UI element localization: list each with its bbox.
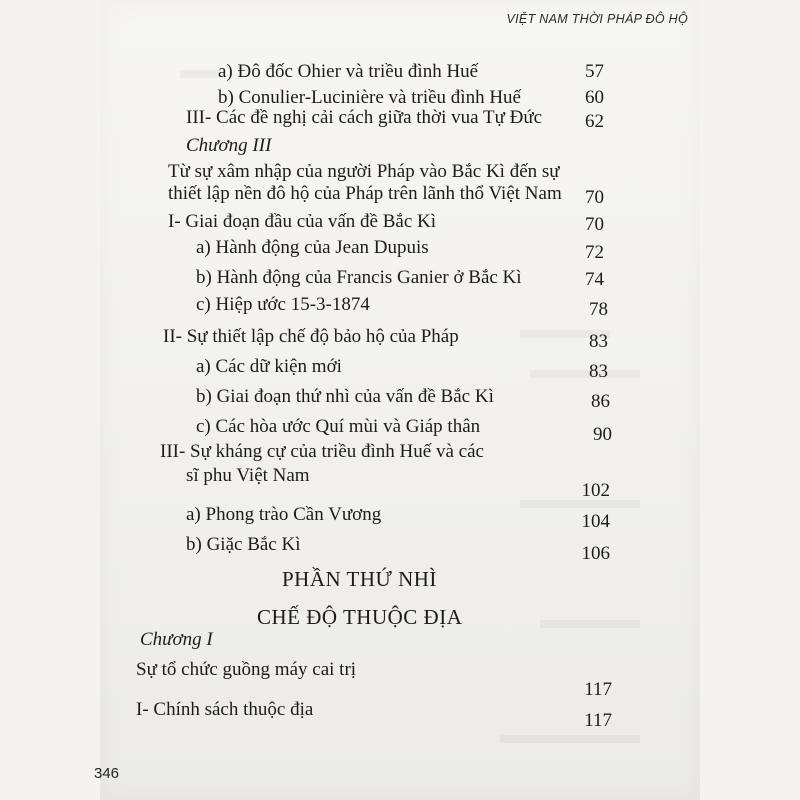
toc-entry: a) Hành động của Jean Dupuis [196, 237, 429, 258]
toc-entry: b) Giai đoạn thứ nhì của vấn đề Bắc Kì [196, 386, 494, 407]
show-through-mark [180, 70, 220, 78]
toc-entry: a) Các dữ kiện mới [196, 356, 342, 377]
toc-page-number: 102 [581, 480, 610, 501]
toc-page-number: 74 [585, 269, 604, 290]
toc-entry: a) Phong trào Cần Vương [186, 504, 382, 525]
toc-page-number: 72 [585, 242, 604, 263]
toc-page-number: 62 [585, 111, 604, 132]
toc-page-number: 78 [589, 299, 608, 320]
chapter-heading: Chương I [140, 629, 213, 650]
toc-entry: Sự tổ chức guồng máy cai trị [136, 659, 357, 680]
toc-entry: c) Các hòa ước Quí mùi và Giáp thân [196, 416, 481, 437]
show-through-mark [540, 620, 640, 628]
part-subtitle: CHẾ ĐỘ THUỘC ĐỊA [257, 605, 463, 629]
toc-entry: a) Đô đốc Ohier và triều đình Huế [218, 61, 479, 82]
toc-entry: b) Hành động của Francis Ganier ở Bắc Kì [196, 267, 522, 288]
toc-page-number: 117 [584, 710, 612, 731]
toc-entry: I- Chính sách thuộc địa [136, 699, 314, 720]
chapter-heading: Chương III [186, 135, 272, 156]
left-margin [0, 0, 100, 800]
toc-entry: III- Sự kháng cự của triều đình Huế và các [160, 441, 484, 462]
toc-page-number: 57 [585, 61, 604, 82]
toc-page-number: 86 [591, 391, 610, 412]
toc-page-number: 70 [585, 214, 604, 235]
toc-page-number: 117 [584, 679, 612, 700]
toc-page-number: 83 [589, 331, 608, 352]
toc-entry: Từ sự xâm nhập của người Pháp vào Bắc Kì đến sự [168, 161, 560, 182]
toc-entry: c) Hiệp ước 15-3-1874 [196, 294, 370, 315]
running-header: VIỆT NAM THỜI PHÁP ĐÔ HỘ [506, 12, 688, 26]
toc-entry: sĩ phu Việt Nam [186, 465, 310, 486]
show-through-mark [500, 735, 640, 743]
toc-page-number: 106 [581, 543, 610, 564]
toc-page-number: 104 [581, 511, 610, 532]
toc-page-number: 60 [585, 87, 604, 108]
toc-entry: thiết lập nền đô hộ của Pháp trên lãnh thổ Việt Nam [168, 183, 562, 204]
show-through-mark [520, 500, 640, 508]
toc-entry: b) Conulier-Lucinière và triều đình Huế [218, 87, 521, 108]
toc-page-number: 90 [593, 424, 612, 445]
toc-entry: b) Giặc Bắc Kì [186, 534, 301, 555]
part-title: PHẦN THỨ NHÌ [282, 567, 437, 591]
right-margin [700, 0, 800, 800]
toc-page-number: 70 [585, 187, 604, 208]
toc-entry: II- Sự thiết lập chế độ bảo hộ của Pháp [163, 326, 459, 347]
toc-entry: I- Giai đoạn đầu của vấn đề Bắc Kì [168, 211, 437, 232]
toc-page-number: 83 [589, 361, 608, 382]
toc-entry: III- Các đề nghị cải cách giữa thời vua Tự Đức [186, 107, 543, 128]
page-number: 346 [94, 765, 120, 782]
